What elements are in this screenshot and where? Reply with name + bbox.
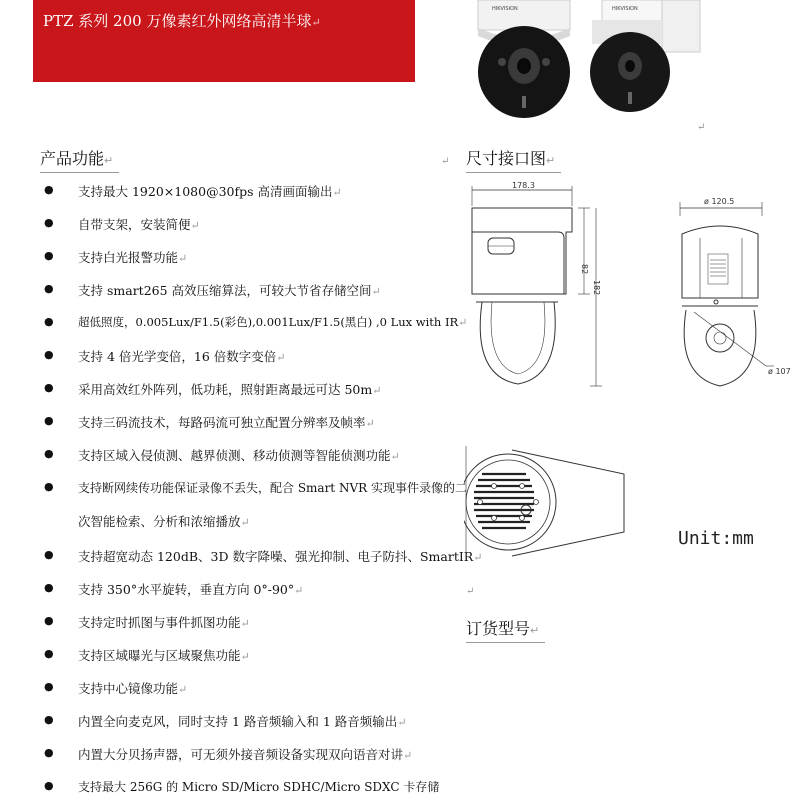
text: 支持 4 倍光学变倍，16 倍数字变倍	[78, 349, 277, 364]
title-banner	[33, 0, 415, 82]
bullet: ●	[44, 713, 54, 726]
camera-left	[478, 0, 570, 118]
bullet: ●	[44, 746, 54, 759]
text: 尺寸接口图	[466, 149, 547, 168]
bullet: ●	[44, 581, 54, 594]
bullet: ●	[44, 480, 54, 493]
text: ↵	[403, 749, 413, 762]
text: 支持 smart265 高效压缩算法，可较大节省存储空间	[78, 283, 372, 298]
bullet: ●	[44, 249, 54, 262]
brand-logo-right: HIKVISION	[612, 6, 638, 12]
text: ↵	[240, 650, 250, 663]
text: ↵	[371, 285, 381, 298]
text: 采用高效红外阵列，低功耗，照射距离最远可达 50m	[78, 382, 373, 397]
text: ↵	[178, 252, 188, 265]
text: ↵	[178, 683, 188, 696]
text: 订货型号	[466, 619, 531, 638]
features-heading	[40, 146, 113, 169]
text: 支持区域入侵侦测、越界侦测、移动侦测等智能侦测功能	[78, 448, 391, 463]
bullet: ●	[44, 183, 54, 196]
bullet: ●	[44, 348, 54, 361]
text: ↵	[530, 624, 540, 637]
document-title	[43, 10, 321, 31]
dimensions-heading	[466, 146, 555, 169]
text: 支持区域曝光与区域聚焦功能	[78, 648, 241, 663]
text: 自带支架，安装简便	[78, 217, 191, 232]
text: ↵	[458, 316, 468, 329]
text: 支持定时抓图与事件抓图功能	[78, 615, 241, 630]
text: ↵	[190, 219, 200, 232]
bullet: ●	[44, 381, 54, 394]
text: 内置大分贝扬声器，可无须外接音频设备实现双向语音对讲	[78, 747, 404, 762]
text: 支持最大 256G 的 Micro SD/Micro SDHC/Micro SDXC 卡存储	[78, 780, 440, 794]
text: 产品功能	[40, 149, 105, 168]
text: ↵	[546, 154, 556, 167]
text: ↵	[240, 617, 250, 630]
side-view-drawing	[462, 176, 612, 396]
top-view-drawing	[464, 440, 632, 564]
text: 支持断网续传功能保证录像不丢失，配合 Smart NVR 实现事件录像的二	[78, 481, 467, 495]
diameter-label: ø 120.5	[704, 197, 735, 206]
text: 支持白光报警功能	[78, 250, 179, 265]
text: ↵	[294, 584, 304, 597]
total-height-label: 182	[592, 280, 601, 296]
bullet: ●	[44, 447, 54, 460]
paragraph-mark: ↵	[697, 122, 706, 133]
text: 支持最大 1920×1080@30fps 高清画面输出	[78, 184, 333, 199]
feature-continuation	[78, 512, 250, 530]
bullet: ●	[44, 680, 54, 693]
text: 支持三码流技术，每路码流可独立配置分辨率及帧率	[78, 415, 366, 430]
unit-label: Unit:mm	[678, 528, 754, 549]
bullet: ●	[44, 614, 54, 627]
bullet: ●	[44, 414, 54, 427]
text: ↵	[372, 384, 382, 397]
front-view-drawing	[670, 190, 798, 402]
text: ↵	[240, 516, 250, 529]
text: ↵	[473, 551, 483, 564]
text: ↵	[104, 154, 114, 167]
text: ↵	[311, 16, 321, 29]
text: 次智能检索、分析和浓缩播放	[78, 514, 241, 529]
text: ↵	[390, 450, 400, 463]
dome-diameter-label: ø 107	[768, 367, 791, 376]
text: 支持 350°水平旋转，垂直方向 0°-90°	[78, 582, 295, 597]
text: 内置全向麦克风，同时支持 1 路音频输入和 1 路音频输出	[78, 714, 398, 729]
camera-product-images	[462, 0, 702, 118]
text: ↵	[276, 351, 286, 364]
text: 支持超宽动态 120dB、3D 数字降噪、强光抑制、电子防抖、SmartIR	[78, 549, 474, 564]
paragraph-mark: ↵	[441, 156, 450, 167]
camera-right	[590, 0, 700, 112]
bullet: ●	[44, 282, 54, 295]
text: 超低照度，0.005Lux/F1.5(彩色),0.001Lux/F1.5(黑白) ,0 Lux with IR	[78, 315, 459, 329]
bullet: ●	[44, 216, 54, 229]
width-dimension-label: 178.3	[512, 181, 535, 190]
text: PTZ 系列 200 万像素红外网络高清半球	[43, 12, 312, 30]
paragraph-mark: ↵	[466, 586, 475, 597]
bullet: ●	[44, 315, 54, 328]
order-heading	[466, 616, 539, 639]
mount-height-label: 82	[580, 264, 589, 275]
text: ↵	[332, 186, 342, 199]
text: ↵	[365, 417, 375, 430]
bullet: ●	[44, 548, 54, 561]
text: 支持中心镜像功能	[78, 681, 179, 696]
bullet: ●	[44, 647, 54, 660]
brand-logo-left: HIKVISION	[492, 6, 518, 12]
text: ↵	[397, 716, 407, 729]
bullet: ●	[44, 779, 54, 792]
